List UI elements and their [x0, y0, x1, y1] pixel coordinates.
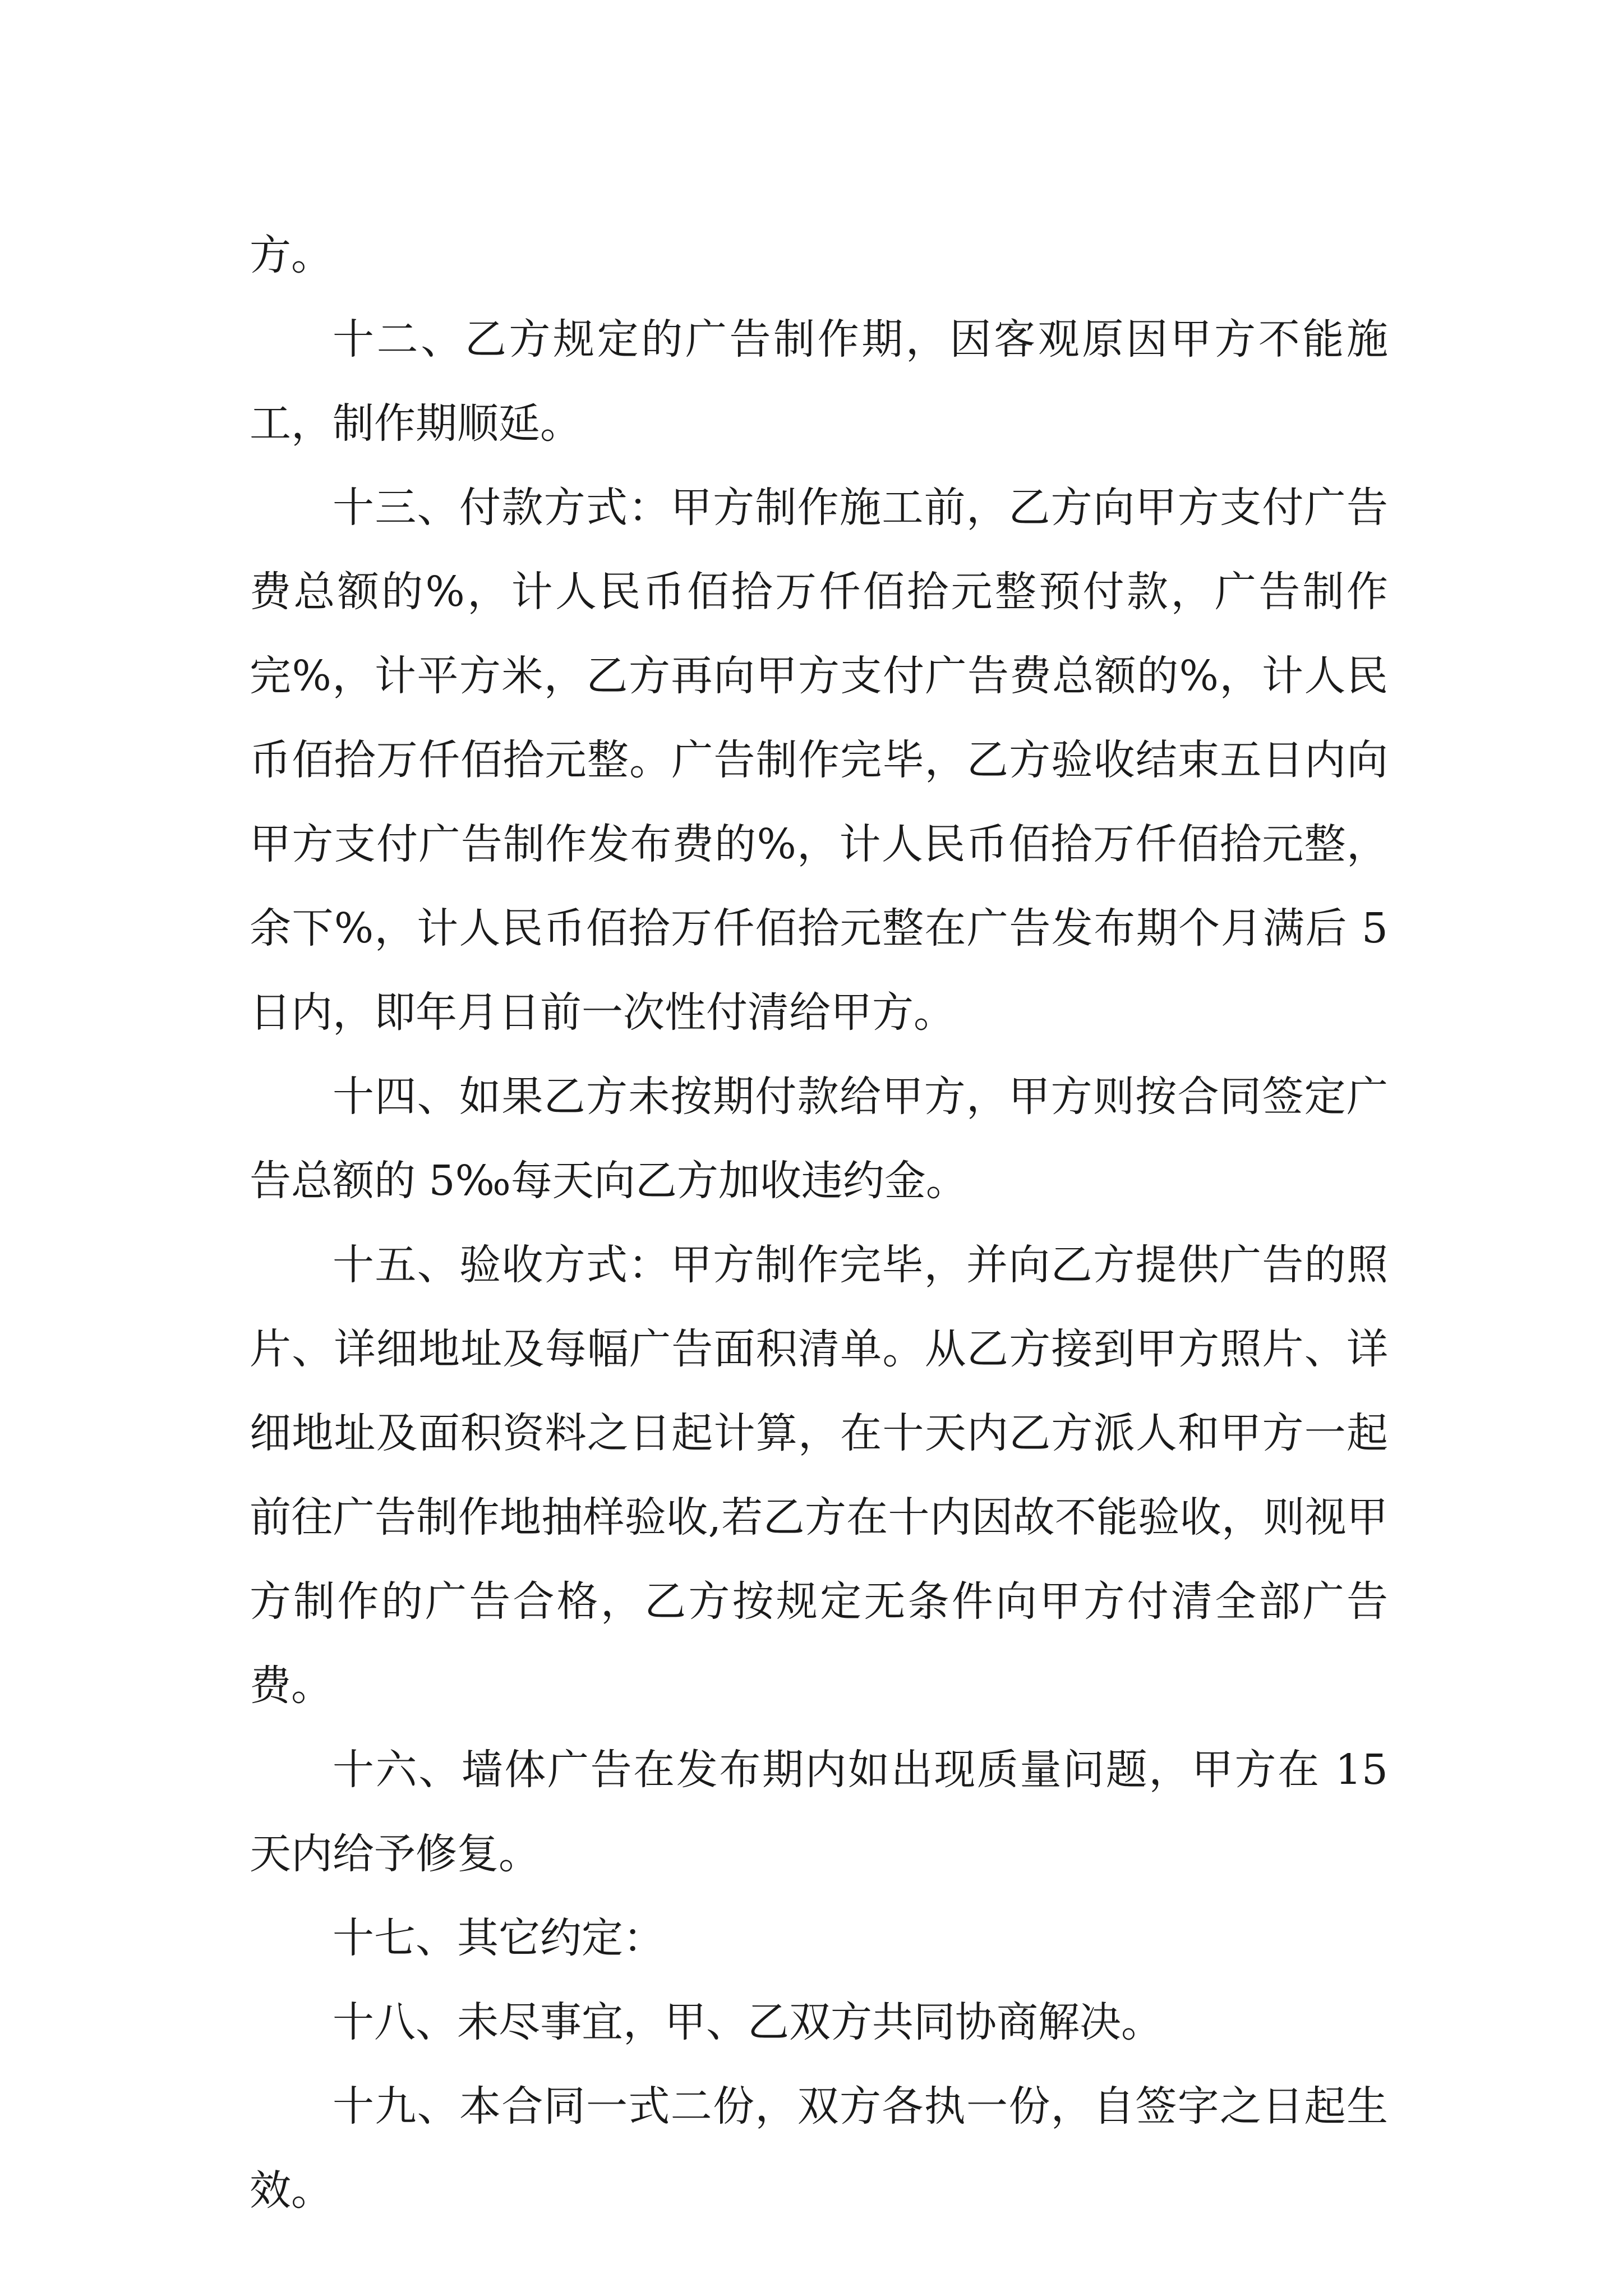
clause-16-repair: 十六、墙体广告在发布期内如出现质量问题，甲方在 15 天内给予修复。 — [250, 1746, 1388, 1878]
clause-15-acceptance: 十五、验收方式：甲方制作完毕，并向乙方提供广告的照片、详细地址及每幅广告面积清单。从乙方接到甲方照片、详细地址及面积资料之日起计算，在十天内乙方派人和甲方一起前往广告制作地抽样验收,若乙方在十内因故不能验收，则视甲方制作的广告合格，乙方按规定无条件向甲方付清全部广告费。 — [250, 1241, 1388, 1710]
clause-17-other: 十七、其它约定： — [333, 1914, 665, 1962]
clause-12: 十二、乙方规定的广告制作期，因客观原因甲方不能施工，制作期顺延。 — [250, 315, 1388, 448]
paragraph-continuation: 方。 — [250, 231, 333, 279]
clause-19-copies: 十九、本合同一式二份，双方各执一份，自签字之日起生效。 — [250, 2082, 1388, 2215]
clause-13-payment: 十三、付款方式：甲方制作施工前，乙方向甲方支付广告费总额的%，计人民币佰拾万仟佰拾元整预付款，广告制作完%，计平方米，乙方再向甲方支付广告费总额的%，计人民币佰拾万仟佰拾元整。广告制作完毕，乙方验收结束五日内向甲方支付广告制作发布费的%，计人民币佰拾万仟佰拾元整，余下%，计人民币佰拾万仟佰拾元整在广告发布期个月满后 5 日内，即年月日前一次性付清给甲方。 — [250, 484, 1388, 1037]
document-page — [250, 213, 1388, 2233]
clause-18-negotiation: 十八、未尽事宜，甲、乙双方共同协商解决。 — [333, 1998, 1163, 2046]
clause-14-penalty: 十四、如果乙方未按期付款给甲方，甲方则按合同签定广告总额的 5‰每天向乙方加收违约金。 — [250, 1073, 1388, 1205]
